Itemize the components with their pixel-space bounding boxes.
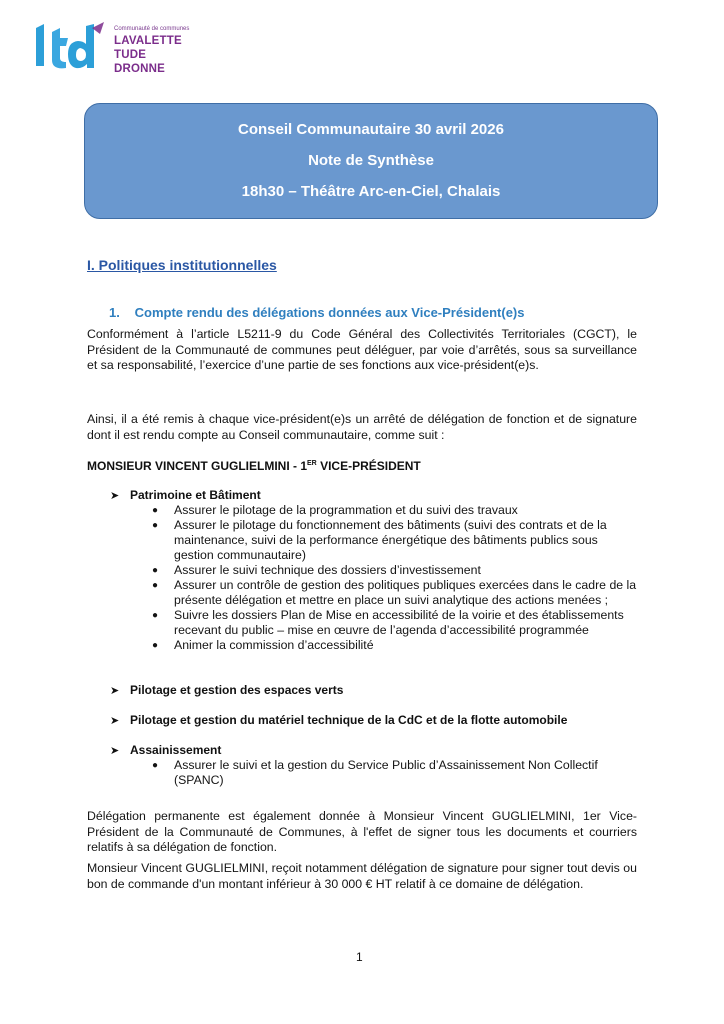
organization-name-line-3: DRONNE [114, 63, 166, 75]
ltd-logo-mark [30, 22, 110, 74]
bullet-icon: ● [152, 520, 159, 531]
vice-president-name: MONSIEUR VINCENT GUGLIELMINI - 1 [87, 459, 308, 473]
bullet-icon: ● [152, 610, 159, 621]
organization-name-line-1: LAVALETTE [114, 35, 182, 47]
meeting-title: Conseil Communautaire 30 avril 2026 [238, 121, 504, 138]
document-type: Note de Synthèse [308, 152, 434, 169]
list-item: ● Assurer le pilotage de la programmation et du suivi des travaux [152, 503, 518, 517]
arrow-bullet-icon: ➤ [110, 715, 120, 727]
bullet-icon: ● [152, 565, 159, 576]
closing-paragraph-2: Monsieur Vincent GUGLIELMINI, reçoit notamment délégation de signature pour signer tout devis ou bon de commande d'un montant inférieur à 30 000 € HT relatif à ce domaine de délégation. [87, 861, 637, 891]
bullet-icon: ● [152, 640, 159, 651]
delegation-category-title: Pilotage et gestion du matériel technique de la CdC et de la flotte automobile [130, 713, 568, 727]
organization-type: Communauté de communes [114, 26, 190, 32]
intro-paragraph-2: Ainsi, il a été remis à chaque vice-président(e)s un arrêté de délégation de fonction et de signature dont il est rendu compte au Conseil communautaire, comme suit : [87, 412, 637, 442]
delegation-task-list [152, 758, 638, 788]
vice-president-heading [87, 459, 421, 473]
subsection-title: Compte rendu des délégations données aux Vice-Président(e)s [134, 305, 525, 320]
vice-president-role: VICE-PRÉSIDENT [316, 459, 421, 473]
delegation-category [110, 713, 567, 727]
list-item: ● Animer la commission d’accessibilité [152, 638, 374, 652]
bullet-icon: ● [152, 505, 159, 516]
delegation-category-title: Pilotage et gestion des espaces verts [130, 683, 344, 697]
delegation-category [110, 683, 343, 697]
closing-paragraph-1: Délégation permanente est également donnée à Monsieur Vincent GUGLIELMINI, 1er Vice-Président de la Communauté de Communes, à l'effet de signer tous les documents et courriers relatifs à sa délégation de fonction. [87, 809, 637, 854]
organization-name-line-2: TUDE [114, 49, 147, 61]
list-item: ● Assurer un contrôle de gestion des politiques publiques exercées dans le cadre de la présente délégation et mettre en place un suivi analytique des actions menées ; [152, 578, 637, 607]
bullet-icon: ● [152, 760, 159, 771]
meeting-time-location: 18h30 – Théâtre Arc-en-Ciel, Chalais [241, 183, 501, 200]
arrow-bullet-icon: ➤ [110, 490, 120, 502]
delegation-category [110, 488, 261, 502]
section-heading: I. Politiques institutionnelles [87, 257, 277, 273]
delegation-category-title: Assainissement [130, 743, 222, 757]
subsection-number: 1. [109, 305, 120, 320]
page-number: 1 [356, 950, 363, 964]
list-item: ● Assurer le suivi et la gestion du Service Public d’Assainissement Non Collectif (SPANC) [152, 758, 598, 787]
ordinal-suffix: ER [307, 460, 317, 467]
arrow-bullet-icon: ➤ [110, 745, 120, 757]
bullet-icon: ● [152, 580, 159, 591]
subsection-heading [109, 305, 525, 320]
delegation-category-title: Patrimoine et Bâtiment [130, 488, 261, 502]
delegation-task-list [152, 503, 638, 653]
organization-logo [30, 22, 190, 78]
document-title-box [84, 103, 658, 219]
list-item: ● Assurer le suivi technique des dossiers d’investissement [152, 563, 481, 577]
delegation-category [110, 743, 221, 757]
list-item: ● Suivre les dossiers Plan de Mise en accessibilité de la voirie et des établissements recevant du public – mise en œuvre de l’agenda d’accessibilité programmée [152, 608, 624, 637]
intro-paragraph-1: Conformément à l’article L5211-9 du Code Général des Collectivités Territoriales (CGCT), le Président de la Communauté de communes peut déléguer, par voie d’arrêtés, sous sa surveillance et sa responsabilité, l’exercice d’une partie de ses fonctions aux vice-président(e)s. [87, 327, 637, 372]
arrow-bullet-icon: ➤ [110, 685, 120, 697]
list-item: ● Assurer le pilotage du fonctionnement des bâtiments (suivi des contrats et de la maintenance, suivi de la performance énergétique des bâtiments publics sous gestion communautaire) [152, 518, 607, 562]
organization-name [114, 26, 189, 76]
